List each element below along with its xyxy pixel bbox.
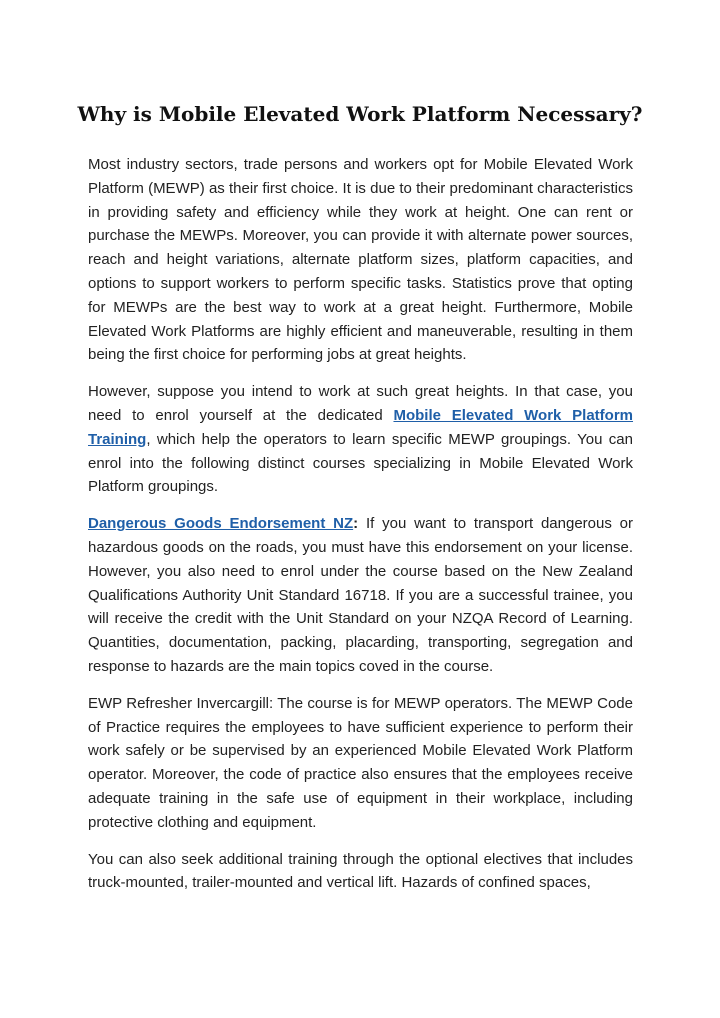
paragraph-dangerous-goods-text: If you want to transport dangerous or hazardous goods on the roads, you must have this endorsement on your license. However, you also need to enrol under the course based on the New Zealand Qualifications Authority Unit Standard 16718. If you are a successful trainee, you will receive the credit with the Unit Standard on your NZQA Record of Learning. Quantities, documentation, packing, placarding, transporting, segregation and response to hazards are the main topics coved in the course. (88, 515, 633, 675)
dangerous-goods-colon: : (353, 515, 359, 533)
paragraph-dangerous-goods (88, 512, 633, 679)
paragraph-intro: Most industry sectors, trade persons and workers opt for Mobile Elevated Work Platform (MEWP) as their first choice. It is due to their predominant characteristics in providing safety and efficiency while they work at height. One can rent or purchase the MEWPs. Moreover, you can provide it with alternate power sources, reach and height variations, alternate platform sizes, platform capacities, and options to support workers to perform specific tasks. Statistics prove that opting for MEWPs are the best way to work at a great height. Furthermore, Mobile Elevated Work Platforms are highly efficient and maneuverable, resulting in them being the first choice for performing jobs at great heights. (88, 156, 633, 364)
dangerous-goods-link[interactable]: Dangerous Goods Endorsement NZ (88, 515, 354, 533)
article-body (88, 153, 633, 908)
page-title: Why is Mobile Elevated Work Platform Necessary? (77, 102, 643, 126)
paragraph-refresher: EWP Refresher Invercargill: The course is for MEWP operators. The MEWP Code of Practice requires the employees to have sufficient experience to perform their work safely or be supervised by an experienced Mobile Elevated Work Platform operator. Moreover, the code of practice also ensures that the employees receive adequate training in the safe use of equipment in their workplace, including protective clothing and equipment. (88, 694, 633, 831)
paragraph-electives: You can also seek additional training through the optional electives that includes truck-mounted, trailer-mounted and vertical lift. Hazards of confined spaces, (88, 850, 633, 892)
paragraph-training (88, 380, 633, 499)
paragraph-training-text-after: , which help the operators to learn specific MEWP groupings. You can enrol into the following distinct courses specializing in Mobile Elevated Work Platform groupings. (88, 430, 633, 496)
mewp-training-link[interactable]: Mobile Elevated Work Platform Training (88, 406, 634, 448)
paragraph-training-text-before: However, suppose you intend to work at such great heights. In that case, you need to enrol yourself at the dedicated (88, 383, 633, 424)
